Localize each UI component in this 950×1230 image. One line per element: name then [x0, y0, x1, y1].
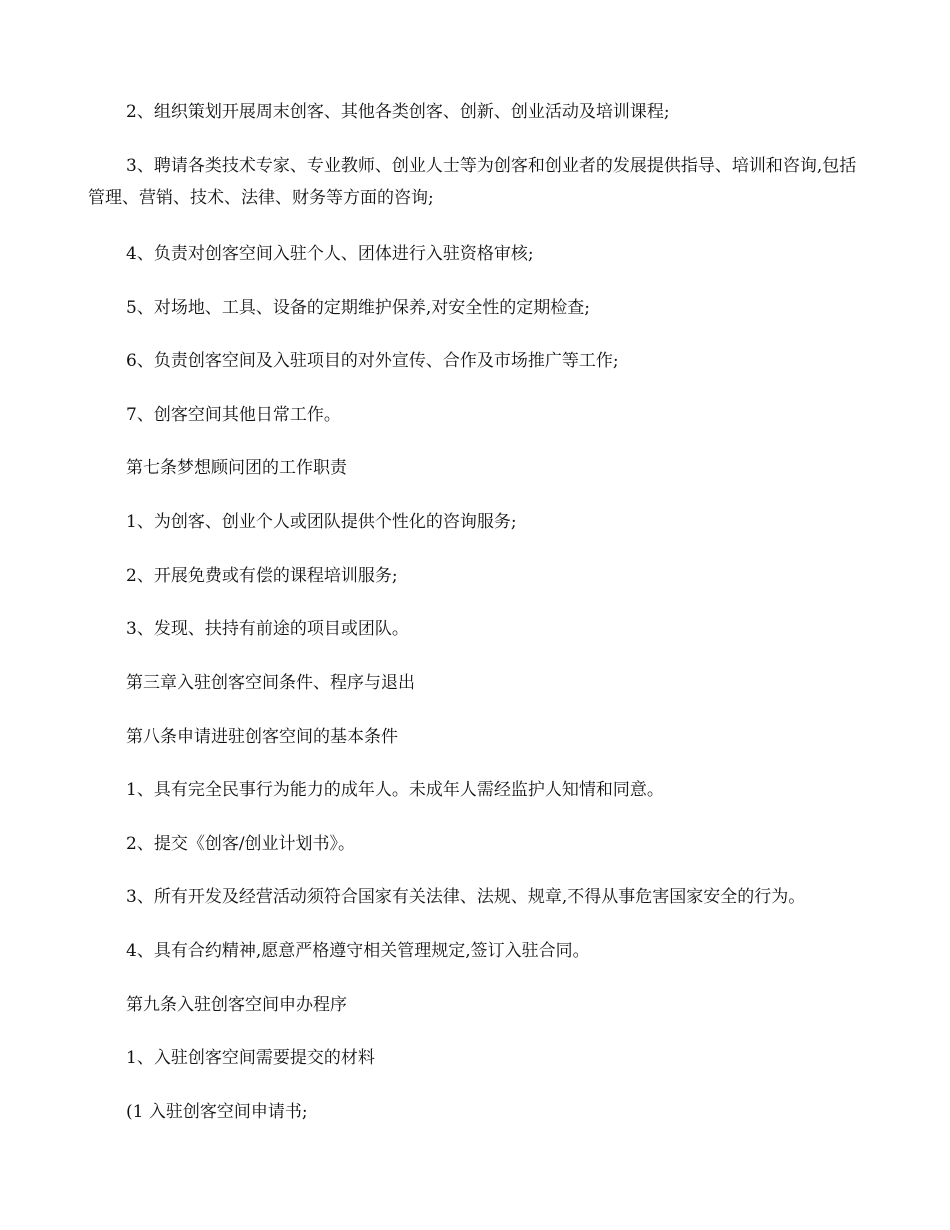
- paragraph-8: 2、开展免费或有偿的课程培训服务;: [126, 566, 398, 586]
- section-heading-article-9: 第九条入驻创客空间申办程序: [126, 995, 347, 1015]
- paragraph-1: 2、组织策划开展周末创客、其他各类创客、创新、创业活动及培训课程;: [126, 102, 670, 122]
- paragraph-6: 7、创客空间其他日常工作。: [126, 405, 341, 425]
- chapter-heading-3: 第三章入驻创客空间条件、程序与退出: [126, 673, 415, 693]
- paragraph-10: 1、具有完全民事行为能力的成年人。未成年人需经监护人知情和同意。: [126, 780, 664, 800]
- paragraph-3: 4、负责对创客空间入驻个人、团体进行入驻资格审核;: [126, 244, 534, 264]
- section-heading-article-8: 第八条申请进驻创客空间的基本条件: [126, 727, 398, 747]
- paragraph-15: (1 入驻创客空间申请书;: [126, 1102, 308, 1122]
- paragraph-5: 6、负责创客空间及入驻项目的对外宣传、合作及市场推广等工作;: [126, 351, 619, 371]
- paragraph-14: 1、入驻创客空间需要提交的材料: [126, 1048, 375, 1068]
- paragraph-11: 2、提交《创客/创业计划书》。: [126, 834, 356, 854]
- paragraph-4: 5、对场地、工具、设备的定期维护保养,对安全性的定期检查;: [126, 298, 590, 318]
- paragraph-13: 4、具有合约精神,愿意严格遵守相关管理规定,签订入驻合同。: [126, 941, 590, 961]
- paragraph-2: 3、聘请各类技术专家、专业教师、创业人士等为创客和创业者的发展提供指导、培训和咨询,包括管理、营销、技术、法律、财务等方面的咨询;: [88, 156, 857, 208]
- paragraph-12: 3、所有开发及经营活动须符合国家有关法律、法规、规章,不得从事危害国家安全的行为。: [126, 887, 806, 907]
- paragraph-9: 3、发现、扶持有前途的项目或团队。: [126, 619, 409, 639]
- paragraph-7: 1、为创客、创业个人或团队提供个性化的咨询服务;: [126, 512, 517, 532]
- section-heading-article-7: 第七条梦想顾问团的工作职责: [126, 458, 347, 478]
